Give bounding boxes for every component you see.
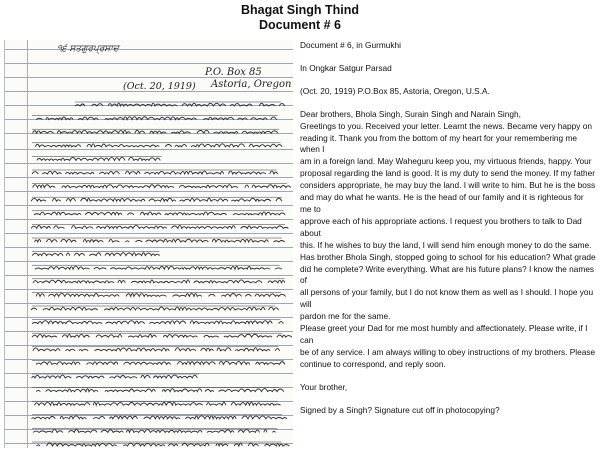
letter-line: pardon me for the same. bbox=[300, 311, 391, 322]
handwriting-line bbox=[36, 361, 289, 364]
document-title: Bhagat Singh Thind bbox=[240, 3, 360, 17]
letter-line: approve each of his appropriate actions. I request you brothers to talk to Dad about bbox=[300, 215, 582, 238]
address-line-2: Astoria, Oregon bbox=[211, 79, 292, 90]
letter-line: all persons of your family, but I do not know them as well as I should. I hope you will bbox=[300, 287, 594, 310]
handwriting-line bbox=[32, 375, 198, 378]
handwriting-line bbox=[33, 348, 280, 351]
handwriting-line bbox=[32, 253, 163, 256]
signature-note: Signed by a Singh? Signature cut off in photocopying? bbox=[300, 404, 500, 415]
handwriting-line bbox=[33, 130, 278, 133]
letter-line: considers appropriate, he may buy the land. I will write to him. But he is the boss bbox=[300, 180, 596, 191]
handwriting-line bbox=[34, 402, 280, 405]
handwriting-line bbox=[32, 321, 283, 324]
letter-line: Greetings to you. Received your letter. Learnt the news. Became very happy on bbox=[300, 120, 592, 131]
handwriting-line bbox=[35, 239, 285, 242]
handwriting-line bbox=[33, 185, 293, 188]
handwriting-line bbox=[32, 416, 288, 419]
handwriting-line bbox=[32, 171, 278, 174]
handwritten-letter-scan bbox=[4, 40, 293, 448]
date-address: (Oct. 20, 1919) P.O.Box 85, Astoria, Oregon, U.S.A. bbox=[300, 85, 490, 96]
letter-body bbox=[300, 121, 596, 371]
letter-line: continue to correspond, and reply soon. bbox=[300, 358, 446, 369]
handwriting-line bbox=[36, 117, 281, 120]
handwriting-line bbox=[31, 198, 282, 201]
handwriting-line bbox=[37, 443, 290, 446]
handwriting-line bbox=[31, 225, 288, 228]
letter-line: reading it. Thank you from the bottom of my heart for your remembering me when I bbox=[300, 132, 577, 155]
letter-line: did he complete? Write everything. What are his future plans? I know the names of bbox=[300, 263, 595, 286]
letter-line: and may do what he wants. He is the head of our family and it is righteous for me to bbox=[300, 192, 584, 214]
handwriting-line bbox=[36, 389, 284, 392]
handwriting-line bbox=[36, 293, 285, 296]
letter-line: be of any service. I am always willing to obey instructions of my brothers. Please bbox=[300, 346, 596, 357]
handwriting-line bbox=[33, 430, 275, 433]
handwriting-line bbox=[75, 103, 285, 106]
closing: Your brother, bbox=[300, 381, 348, 392]
letter-line: Has brother Bhola Singh, stopped going to school for his education? What grade bbox=[300, 251, 596, 262]
address-line-1: P.O. Box 85 bbox=[205, 67, 262, 78]
handwriting-line bbox=[34, 212, 285, 215]
handwriting-line bbox=[31, 307, 279, 310]
letter-line: am in a foreign land. May Waheguru keep you, my virtuous friends, happy. Your bbox=[300, 156, 592, 167]
letter-date: (Oct. 20, 1919) bbox=[123, 81, 196, 92]
handwriting-strokes bbox=[5, 40, 293, 448]
document-subtitle: Document # 6 bbox=[259, 18, 341, 32]
handwriting-line bbox=[35, 144, 288, 147]
invocation: In Ongkar Satgur Parsad bbox=[300, 62, 392, 73]
handwriting-line bbox=[33, 280, 285, 283]
handwriting-line bbox=[35, 266, 282, 269]
doc-label: Document # 6, in Gurmukhi bbox=[300, 40, 401, 50]
transcription-panel bbox=[300, 40, 596, 416]
handwriting-line bbox=[32, 334, 292, 337]
salutation: Dear brothers, Bhola Singh, Surain Singh and Narain Singh, bbox=[300, 108, 521, 119]
page-mark: ੧੬ ਸਤਗੁਰਪ੍ਰਸਾਦ bbox=[57, 44, 119, 54]
letter-line: this. If he wishes to buy the land, I will send him enough money to do the same. bbox=[300, 239, 592, 250]
letter-line: proposal regarding the land is good. It is my duty to send the money. If my father bbox=[300, 168, 596, 179]
handwriting-line bbox=[37, 157, 166, 160]
letter-line: Please greet your Dad for me most humbly and affectionately. Please write, if I can bbox=[300, 323, 588, 345]
